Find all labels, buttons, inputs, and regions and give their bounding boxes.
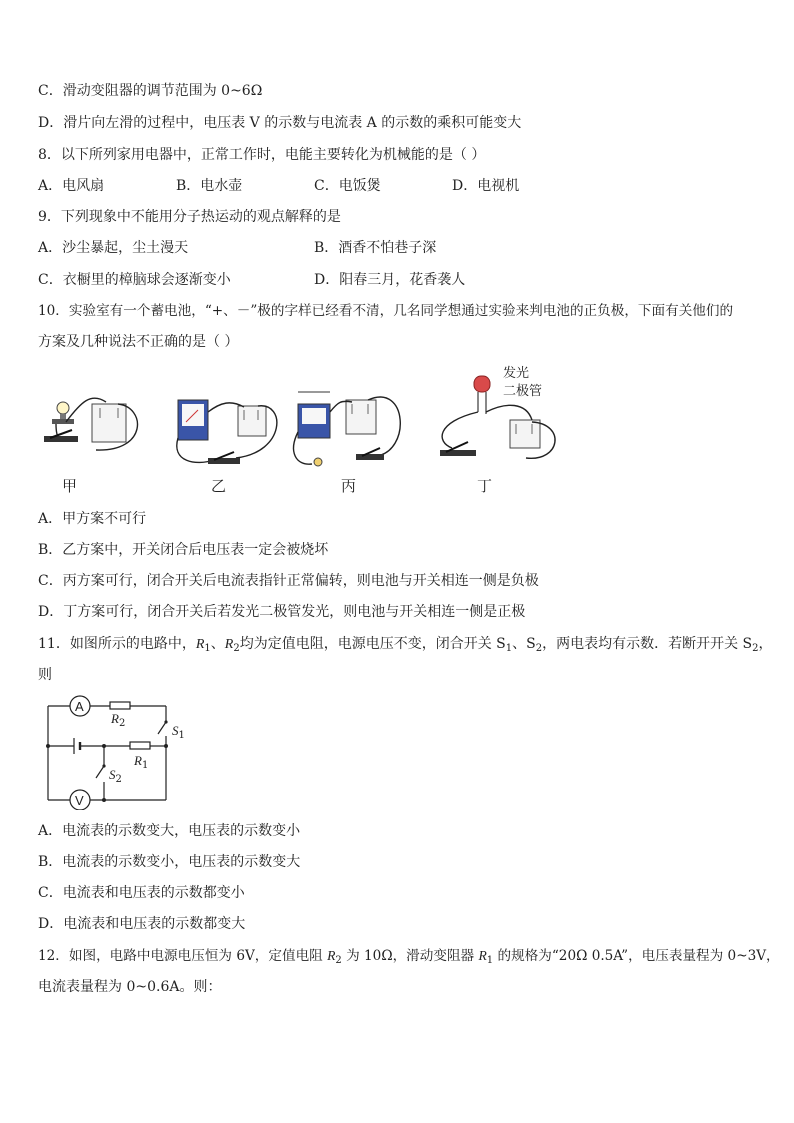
- q9-option-a: A．沙尘暴起，尘土漫天: [38, 240, 189, 256]
- q8-option-d: D．电视机: [452, 178, 520, 194]
- q11-option-c: C．电流表和电压表的示数都变小: [38, 885, 245, 901]
- q10-stem-line1: 10．实验室有一个蓄电池，“+、－”极的字样已经看不清，几名同学想通过实验来判电池的正负极，下面有关他们的: [38, 303, 734, 319]
- q11-stem-line2: 则: [38, 667, 52, 683]
- q9-option-d: D．阳春三月，花香袭人: [314, 272, 466, 288]
- s1-label: $S_1$: [172, 723, 185, 741]
- q9-option-b: B．酒香不怕巷子深: [314, 240, 437, 256]
- q10-figure: [36, 362, 566, 474]
- r1-label: $R_1$: [134, 753, 149, 771]
- r2-label: $R_2$: [111, 711, 126, 729]
- q10-option-d: D．丁方案可行，闭合开关后若发光二极管发光，则电池与开关相连一侧是正极: [38, 604, 526, 620]
- led-label-line2: 二极管: [503, 384, 543, 399]
- q7-option-c: C．滑动变阻器的调节范围为 0~6Ω: [38, 83, 263, 99]
- q10-option-a: A．甲方案不可行: [38, 511, 147, 527]
- q8-option-c: C．电饭煲: [314, 178, 381, 194]
- setup-jia: [44, 398, 137, 450]
- q7-option-d: D．滑片向左滑的过程中，电压表 V 的示数与电流表 A 的示数的乘积可能变大: [38, 115, 522, 131]
- q10-option-b: B．乙方案中，开关闭合后电压表一定会被烧坏: [38, 542, 329, 558]
- s2-label: $S_2$: [109, 767, 122, 785]
- voltmeter-label: V: [75, 793, 84, 808]
- q12-stem-line1: 12．如图，电路中电源电压恒为 6V，定值电阻 $R_2$ 为 10Ω，滑动变阻器 $R_1$ 的规格为“20Ω 0.5A”，电压表量程为 0~3V，: [38, 948, 780, 966]
- q11-stem-line1: 11．如图所示的电路中，$R_1$、$R_2$均为定值电阻，电源电压不变，闭合开关 $S_1$、$S_2$，两电表均有示数．若断开开关 $S_2$，: [38, 636, 773, 654]
- label-ding: 丁: [477, 477, 493, 495]
- q10-stem-line2: 方案及几种说法不正确的是（ ）: [38, 334, 239, 350]
- q11-option-a: A．电流表的示数变大，电压表的示数变小: [38, 823, 301, 839]
- ammeter-label: A: [75, 699, 84, 714]
- setup-bing: [294, 392, 401, 466]
- q8-option-a: A．电风扇: [38, 178, 105, 194]
- q12-stem-line2: 电流表量程为 0~0.6A。则：: [38, 979, 222, 995]
- q11-circuit: [40, 692, 180, 810]
- label-jia: 甲: [62, 477, 78, 495]
- q9-option-c: C．衣橱里的樟脑球会逐渐变小: [38, 272, 231, 288]
- q10-option-c: C．丙方案可行，闭合开关后电流表指针正常偏转，则电池与开关相连一侧是负极: [38, 573, 539, 589]
- label-yi: 乙: [211, 477, 227, 495]
- q8-stem: 8．以下所列家用电器中，正常工作时，电能主要转化为机械能的是（ ）: [38, 147, 486, 163]
- label-bing: 丙: [341, 477, 357, 495]
- led-label-line1: 发光: [503, 366, 530, 381]
- setup-yi: [177, 400, 277, 464]
- q9-stem: 9．下列现象中不能用分子热运动的观点解释的是: [38, 209, 341, 225]
- q11-option-b: B．电流表的示数变小，电压表的示数变大: [38, 854, 301, 870]
- q8-option-b: B．电水壶: [176, 178, 243, 194]
- q11-option-d: D．电流表和电压表的示数都变大: [38, 916, 246, 932]
